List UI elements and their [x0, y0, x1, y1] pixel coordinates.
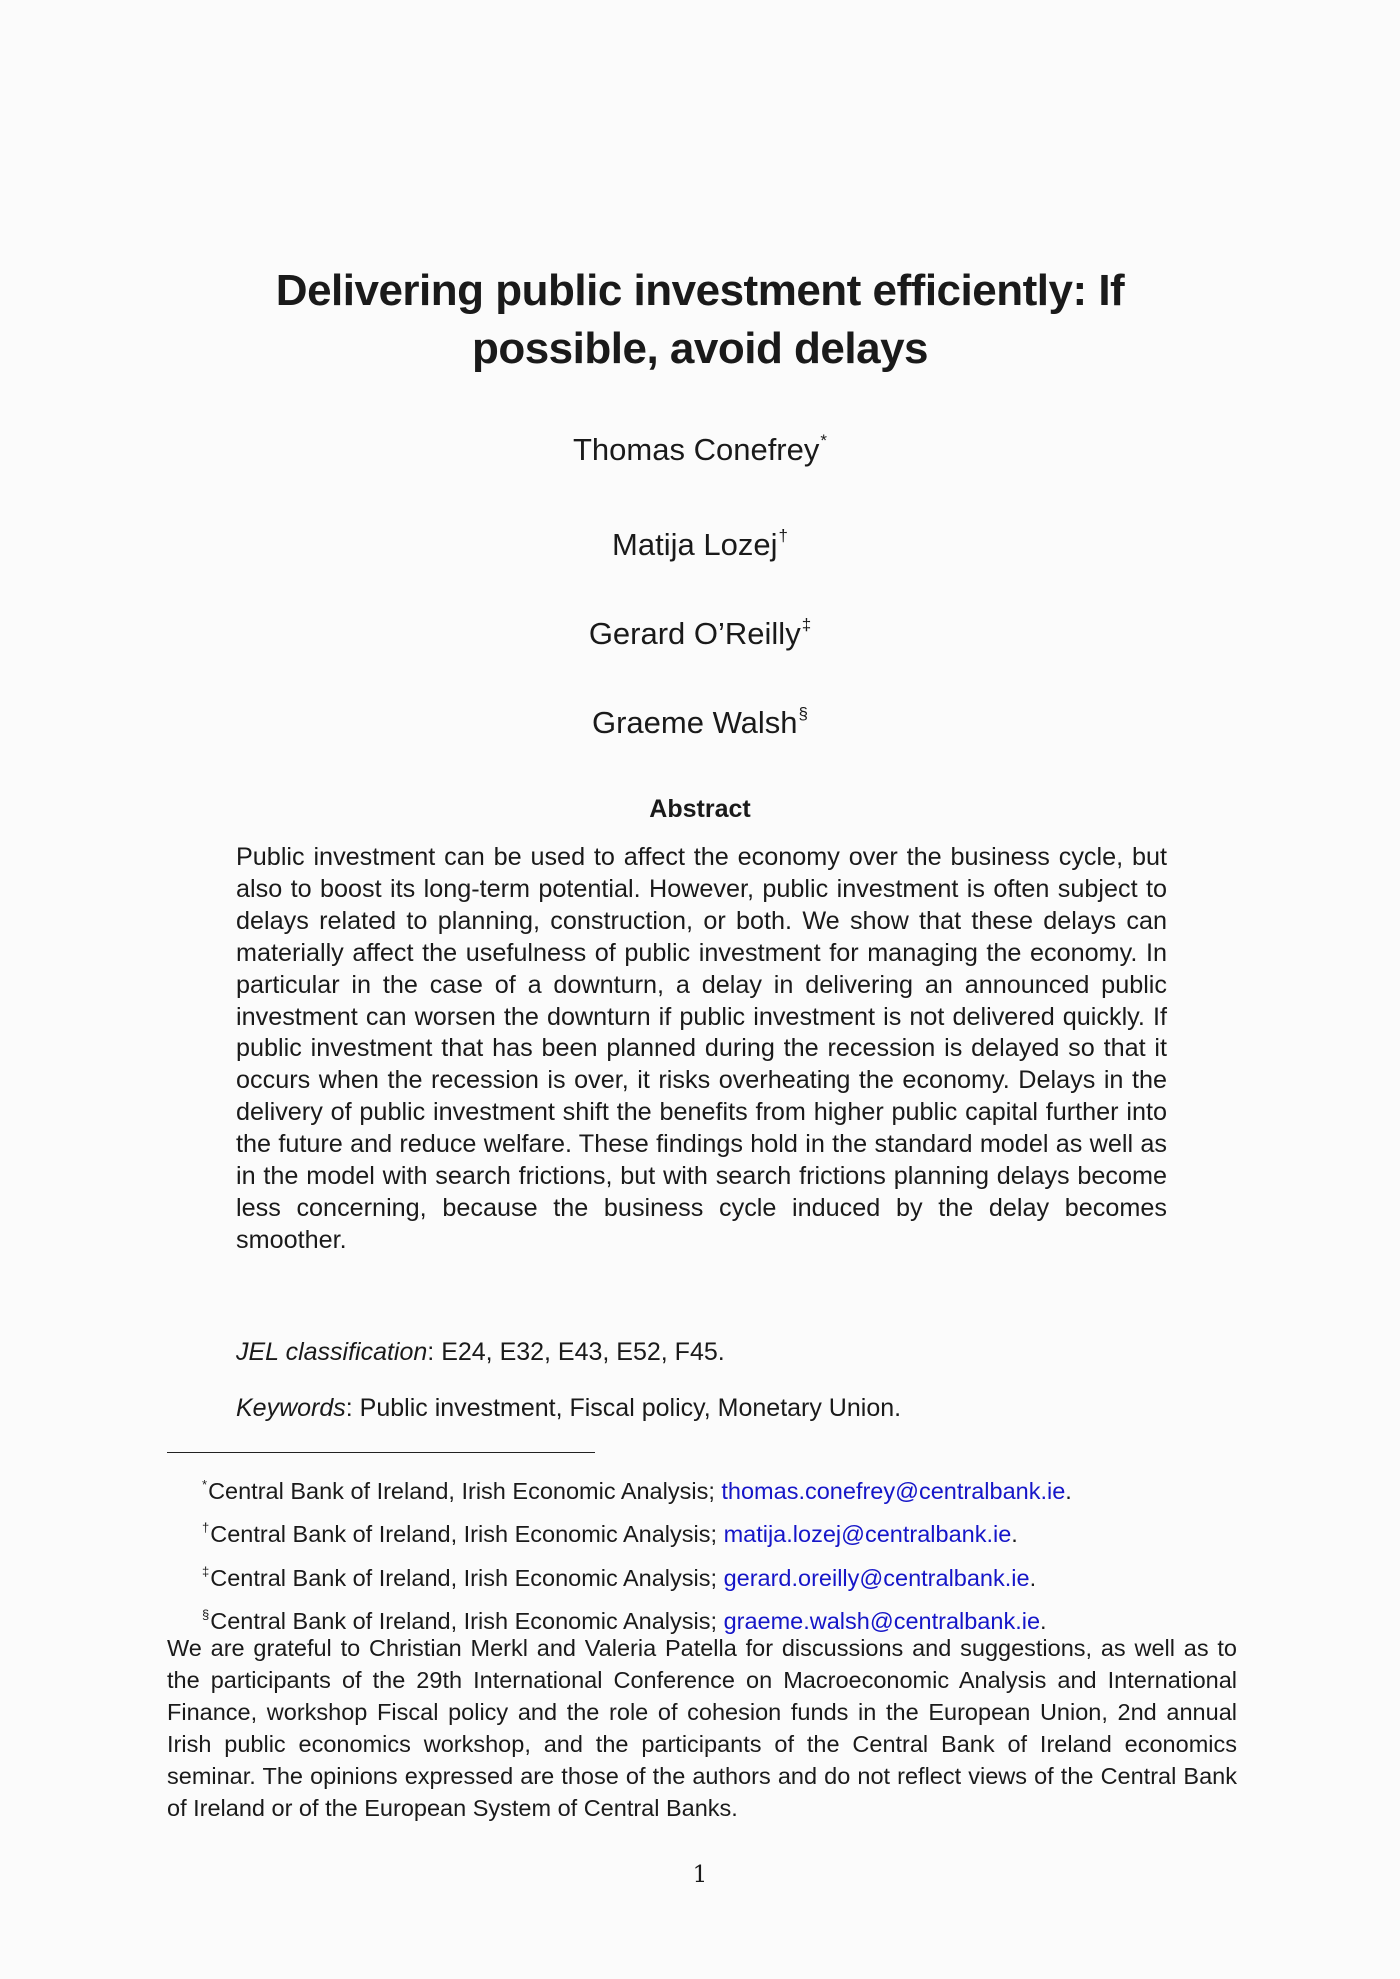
keywords: [236, 1393, 901, 1423]
footnote-mark: *: [202, 1477, 208, 1492]
footnote-affiliation: Central Bank of Ireland, Irish Economic Analysis;: [210, 1608, 724, 1634]
abstract-body: Public investment can be used to affect the economy over the business cycle, but also to boost its long-term potential. However, public investment is often subject to delays related to planning, construction, or both. We show that these delays can materially affect the usefulness of public investment for managing the economy. In particular in the case of a downturn, a delay in delivering an announced public investment can worsen the downturn if public investment is not delivered quickly. If public investment that has been planned during the recession is delayed so that it occurs when the recession is over, it risks overheating the economy. Delays in the delivery of public investment shift the benefits from higher public capital further into the future and reduce welfare. These findings hold in the standard model as well as in the model with search frictions, but with search frictions planning delays become less concerning, because the business cycle induced by the delay becomes smoother.: [236, 843, 1167, 1254]
author-name: Graeme Walsh: [591, 705, 798, 740]
footnote-end: .: [1040, 1608, 1047, 1634]
footnote-affiliation: Central Bank of Ireland, Irish Economic Analysis;: [210, 1521, 724, 1547]
jel-label: JEL classification: [236, 1338, 428, 1366]
email-link[interactable]: thomas.conefrey@centralbank.ie: [721, 1478, 1066, 1504]
author-footnote-mark: †: [778, 526, 788, 545]
author-name: Gerard O’Reilly: [588, 616, 801, 651]
footnote-affiliation: Central Bank of Ireland, Irish Economic Analysis;: [210, 1565, 724, 1591]
email-link[interactable]: matija.lozej@centralbank.ie: [723, 1521, 1012, 1547]
acknowledgement-note: We are grateful to Christian Merkl and Valeria Patella for discussions and suggestions, as well as to the participants of the 29th International Conference on Macroeconomic Analysis and International Finance, workshop Fiscal policy and the role of cohesion funds in the European Union, 2nd annual Irish public economics workshop, and the participants of the Central Bank of Ireland economics seminar. The opinions expressed are those of the authors and do not reflect views of the Central Bank of Ireland or of the European System of Central Banks.: [167, 1635, 1237, 1821]
footnote-2: [202, 1513, 1018, 1549]
email-link[interactable]: graeme.walsh@centralbank.ie: [723, 1608, 1041, 1634]
author-2: [0, 518, 1400, 563]
footnote-mark: †: [202, 1520, 210, 1535]
footnote-mark: ‡: [202, 1564, 210, 1579]
author-1: [0, 423, 1400, 468]
footnote-mark: §: [202, 1607, 210, 1622]
author-name: Matija Lozej: [612, 527, 778, 562]
author-4: [0, 696, 1400, 741]
footnote-affiliation: Central Bank of Ireland, Irish Economic Analysis;: [208, 1478, 722, 1504]
author-footnote-mark: §: [798, 704, 809, 723]
jel-codes: : E24, E32, E43, E52, F45.: [427, 1338, 725, 1366]
page-number: 1: [692, 1862, 708, 1888]
footnote-1: [202, 1470, 1072, 1506]
footnote-divider: [167, 1452, 595, 1453]
footnote-4: [202, 1600, 1047, 1636]
keywords-list: : Public investment, Fiscal policy, Monetary Union.: [345, 1394, 902, 1422]
author-3: [0, 607, 1400, 652]
jel-classification: [236, 1337, 725, 1367]
footnote-3: [202, 1557, 1036, 1593]
author-footnote-mark: *: [820, 431, 827, 450]
author-name: Thomas Conefrey: [572, 432, 820, 467]
email-link[interactable]: gerard.oreilly@centralbank.ie: [723, 1565, 1030, 1591]
footnote-end: .: [1065, 1478, 1072, 1504]
paper-title: Delivering public investment efficiently: If possible, avoid delays: [275, 266, 1125, 373]
footnote-end: .: [1011, 1521, 1018, 1547]
keywords-label: Keywords: [236, 1394, 346, 1422]
author-footnote-mark: ‡: [801, 615, 812, 634]
footnote-end: .: [1029, 1565, 1037, 1591]
abstract-heading: Abstract: [649, 795, 751, 823]
